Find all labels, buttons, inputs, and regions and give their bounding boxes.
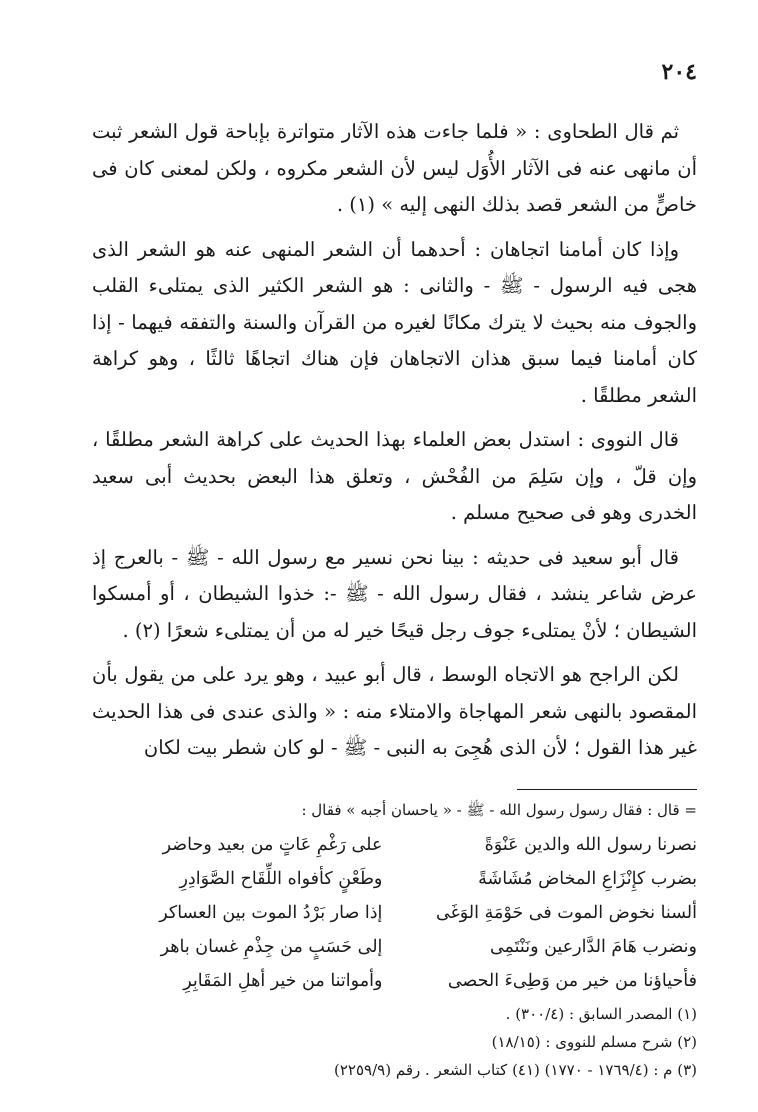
paragraph: قال أبو سعيد فى حديثه : بينا نحن نسير مع رسول الله - ﷺ - بالعرج إذ عرض شاعر ينشد ، فقال رسول الله - ﷺ -: خذوا الشيطان ، أو أمسكوا الشيطان ؛ لأنْ يمتلىء جوف رجل قيحًا خير له من أن يمتلىء شعرًا (٢) .: [92, 545, 697, 642]
verse-first-hemistich: ونضرب هَامَ الدَّارعين ونَنْتَمِى: [489, 936, 697, 957]
verse-first-hemistich: نصرنا رسول الله والدين عَنْوَةً: [484, 834, 697, 855]
poem: [92, 828, 697, 998]
verse-second-hemistich: على رَغْمِ عَاتٍ من بعيد وحاضر: [162, 834, 383, 855]
footnote: (٣) م : (١٧٦٩/٤ - ١٧٧٠) (٤١) كتاب الشعر . رقم (٢٢٥٩/٩): [334, 1060, 697, 1079]
poem-verse: [92, 828, 697, 862]
footnote: (١) المصدر السابق : (٣٠٠/٤) .: [505, 1004, 697, 1023]
verse-second-hemistich: إلى حَسَبٍ من جِذْمِ غسان باهر: [160, 936, 383, 957]
verse-first-hemistich: بضرب كإِنْزَاعِ المخاض مُشَاشَةً: [478, 868, 697, 889]
verse-second-hemistich: وأمواتنا من خير أهلِ المَقَابِرِ: [183, 970, 383, 991]
verse-second-hemistich: وطَعْنٍ كأفواه اللِّقَاح الصَّوَادِرِ: [179, 868, 383, 889]
footnote-divider: [517, 789, 697, 790]
footnote-continuation: = قال : فقال رسول رسول الله - ﷺ - « ياحسان أجبه » فقال :: [301, 800, 697, 819]
poem-verse: [92, 862, 697, 896]
verse-first-hemistich: ألسنا نخوض الموت فى حَوْمَةِ الوَغَى: [436, 902, 697, 923]
poem-verse: [92, 964, 697, 998]
verse-first-hemistich: فأحياؤنا من خير من وَطِىءَ الحصى: [447, 970, 697, 991]
footnote: (٢) شرح مسلم للنووى : (١٨/١٥): [491, 1032, 697, 1051]
book-page: [92, 52, 697, 1084]
page-number: ٢٠٤: [661, 59, 697, 85]
paragraph: ثم قال الطحاوى : « فلما جاءت هذه الآثار متواترة بإباحة قول الشعر ثبت أن مانهى عنه فى الآثار الأُوَل ليس لأن الشعر مكروه ، ولكن لمعنى كان فى خاصٍّ من الشعر قصد بذلك النهى إليه » (١) .: [92, 120, 697, 216]
poem-verse: [92, 896, 697, 930]
poem-verse: [92, 930, 697, 964]
paragraph: لكن الراجح هو الاتجاه الوسط ، قال أبو عبيد ، وهو يرد على من يقول بأن المقصود بالنهى شعر المهاجاة والامتلاء منه : « والذى عندى فى هذا الحديث غير هذا القول ؛ لأن الذى هُجِىَ به النبى - ﷺ - لو كان شطر بيت لكان: [92, 663, 697, 759]
footnotes: [92, 1000, 697, 1084]
verse-second-hemistich: إذا صار بَرْدُ الموت بين العساكر: [159, 902, 383, 923]
paragraph: قال النووى : استدل بعض العلماء بهذا الحديث على كراهة الشعر مطلقًا ، وإن قلّ ، وإن سَلِمَ من الفُحْش ، وتعلق هذا البعض بحديث أبى سعيد الخدرى وهو فى صحيح مسلم .: [92, 428, 697, 524]
paragraph: وإذا كان أمامنا اتجاهان : أحدهما أن الشعر المنهى عنه هو الشعر الذى هجى فيه الرسول - ﷺ - والثانى : هو الشعر الكثير الذى يمتلىء القلب والجوف منه بحيث لا يترك مكانًا لغيره من القرآن والسنة والتفقه فيهما - إذا كان أمامنا فيما سبق هذان الاتجاهان فإن هناك اتجاهًا ثالثًا ، وهو كراهة الشعر مطلقًا .: [92, 237, 697, 407]
main-text: [92, 114, 697, 767]
